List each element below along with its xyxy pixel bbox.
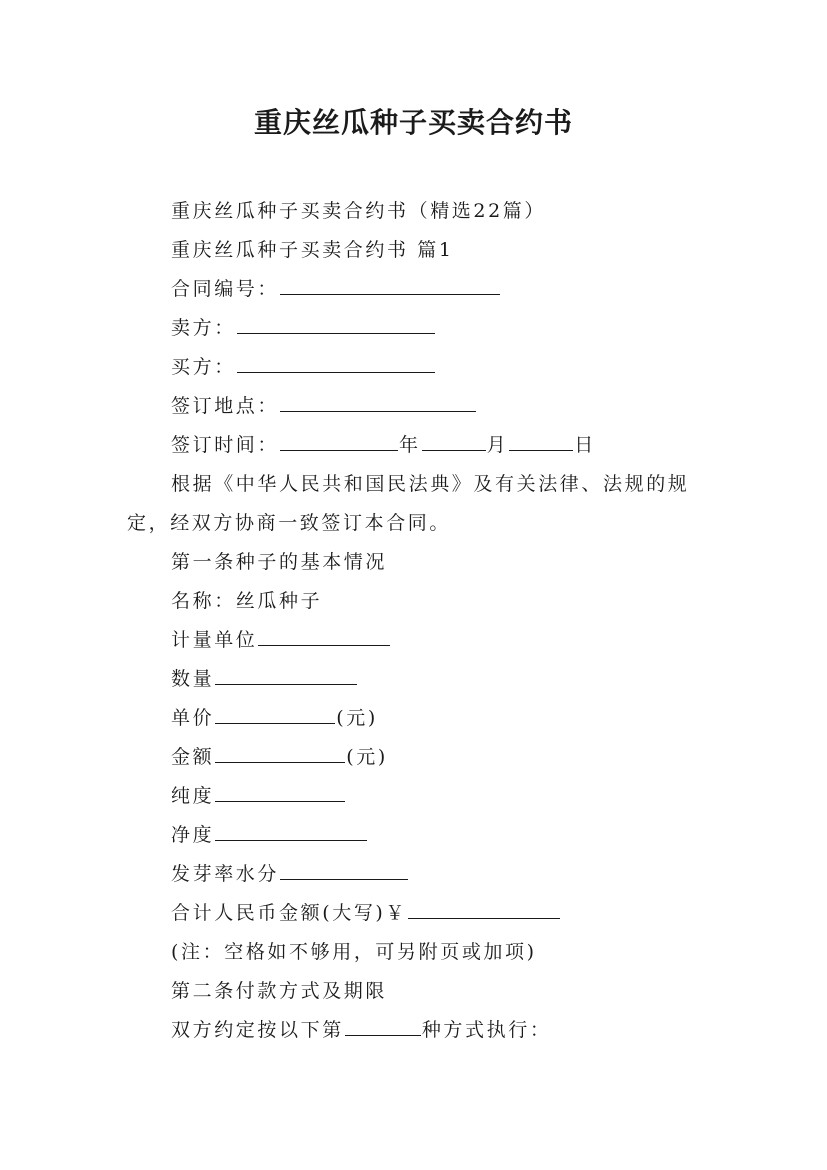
germination-label: 发芽率水分: [171, 863, 280, 885]
seller-blank: [237, 309, 435, 334]
year-blank: [280, 426, 398, 451]
germination-blank: [280, 855, 408, 880]
place-blank: [280, 387, 476, 412]
payment-line: [127, 1011, 727, 1050]
unit-price-label: 单价: [171, 707, 215, 729]
cleanliness-line: [127, 816, 727, 855]
contract-no-line: [127, 270, 727, 309]
place-line: [127, 387, 727, 426]
date-year: 年: [399, 434, 421, 456]
total-blank: [408, 894, 560, 919]
article2-heading: 第二条付款方式及期限: [171, 980, 388, 1002]
quantity-blank: [215, 660, 357, 685]
day-blank: [509, 426, 573, 451]
payment-suffix: 种方式执行：: [421, 1019, 552, 1041]
amount-label: 金额: [171, 746, 215, 768]
contract-no-blank: [280, 270, 500, 295]
cleanliness-label: 净度: [171, 824, 215, 846]
date-label: 签订时间：: [171, 434, 280, 456]
quantity-label: 数量: [171, 668, 215, 690]
date-month: 月: [486, 434, 509, 456]
purity-label: 纯度: [171, 785, 215, 807]
amount-suffix: (元): [346, 746, 388, 768]
document-body: [127, 192, 727, 1050]
place-label: 签订地点：: [171, 395, 280, 417]
total-line: [127, 894, 727, 933]
quantity-line: [127, 660, 727, 699]
buyer-label: 买方：: [171, 356, 236, 378]
name-line: 名称：丝瓜种子: [171, 590, 323, 612]
purity-line: [127, 777, 727, 816]
unit-label: 计量单位: [171, 629, 258, 651]
date-line: [127, 426, 727, 465]
contract-no-label: 合同编号：: [171, 278, 280, 300]
document-title: 重庆丝瓜种子买卖合约书: [253, 106, 573, 139]
amount-line: [127, 738, 727, 777]
month-blank: [422, 426, 486, 451]
unit-line: [127, 621, 727, 660]
subtitle: 重庆丝瓜种子买卖合约书（精选22篇）: [171, 200, 546, 222]
preamble: 根据《中华人民共和国民法典》及有关法律、法规的规定，经双方协商一致签订本合同。: [127, 473, 690, 534]
unit-blank: [258, 621, 390, 646]
seller-label: 卖方：: [171, 317, 236, 339]
unit-price-line: [127, 699, 727, 738]
cleanliness-blank: [215, 816, 367, 841]
buyer-line: [127, 348, 727, 387]
part-heading: 重庆丝瓜种子买卖合约书 篇1: [171, 239, 454, 261]
unit-price-suffix: (元): [336, 707, 378, 729]
amount-blank: [215, 738, 345, 763]
seller-line: [127, 309, 727, 348]
payment-prefix: 双方约定按以下第: [171, 1019, 344, 1041]
purity-blank: [215, 777, 345, 802]
payment-blank: [345, 1011, 421, 1036]
total-label: 合计人民币金额(大写)￥: [171, 902, 408, 924]
germination-line: [127, 855, 727, 894]
note-line: (注：空格如不够用，可另附页或加项): [171, 941, 537, 963]
unit-price-blank: [215, 699, 335, 724]
article1-heading: 第一条种子的基本情况: [171, 551, 388, 573]
date-day: 日: [574, 434, 596, 456]
buyer-blank: [237, 348, 435, 373]
